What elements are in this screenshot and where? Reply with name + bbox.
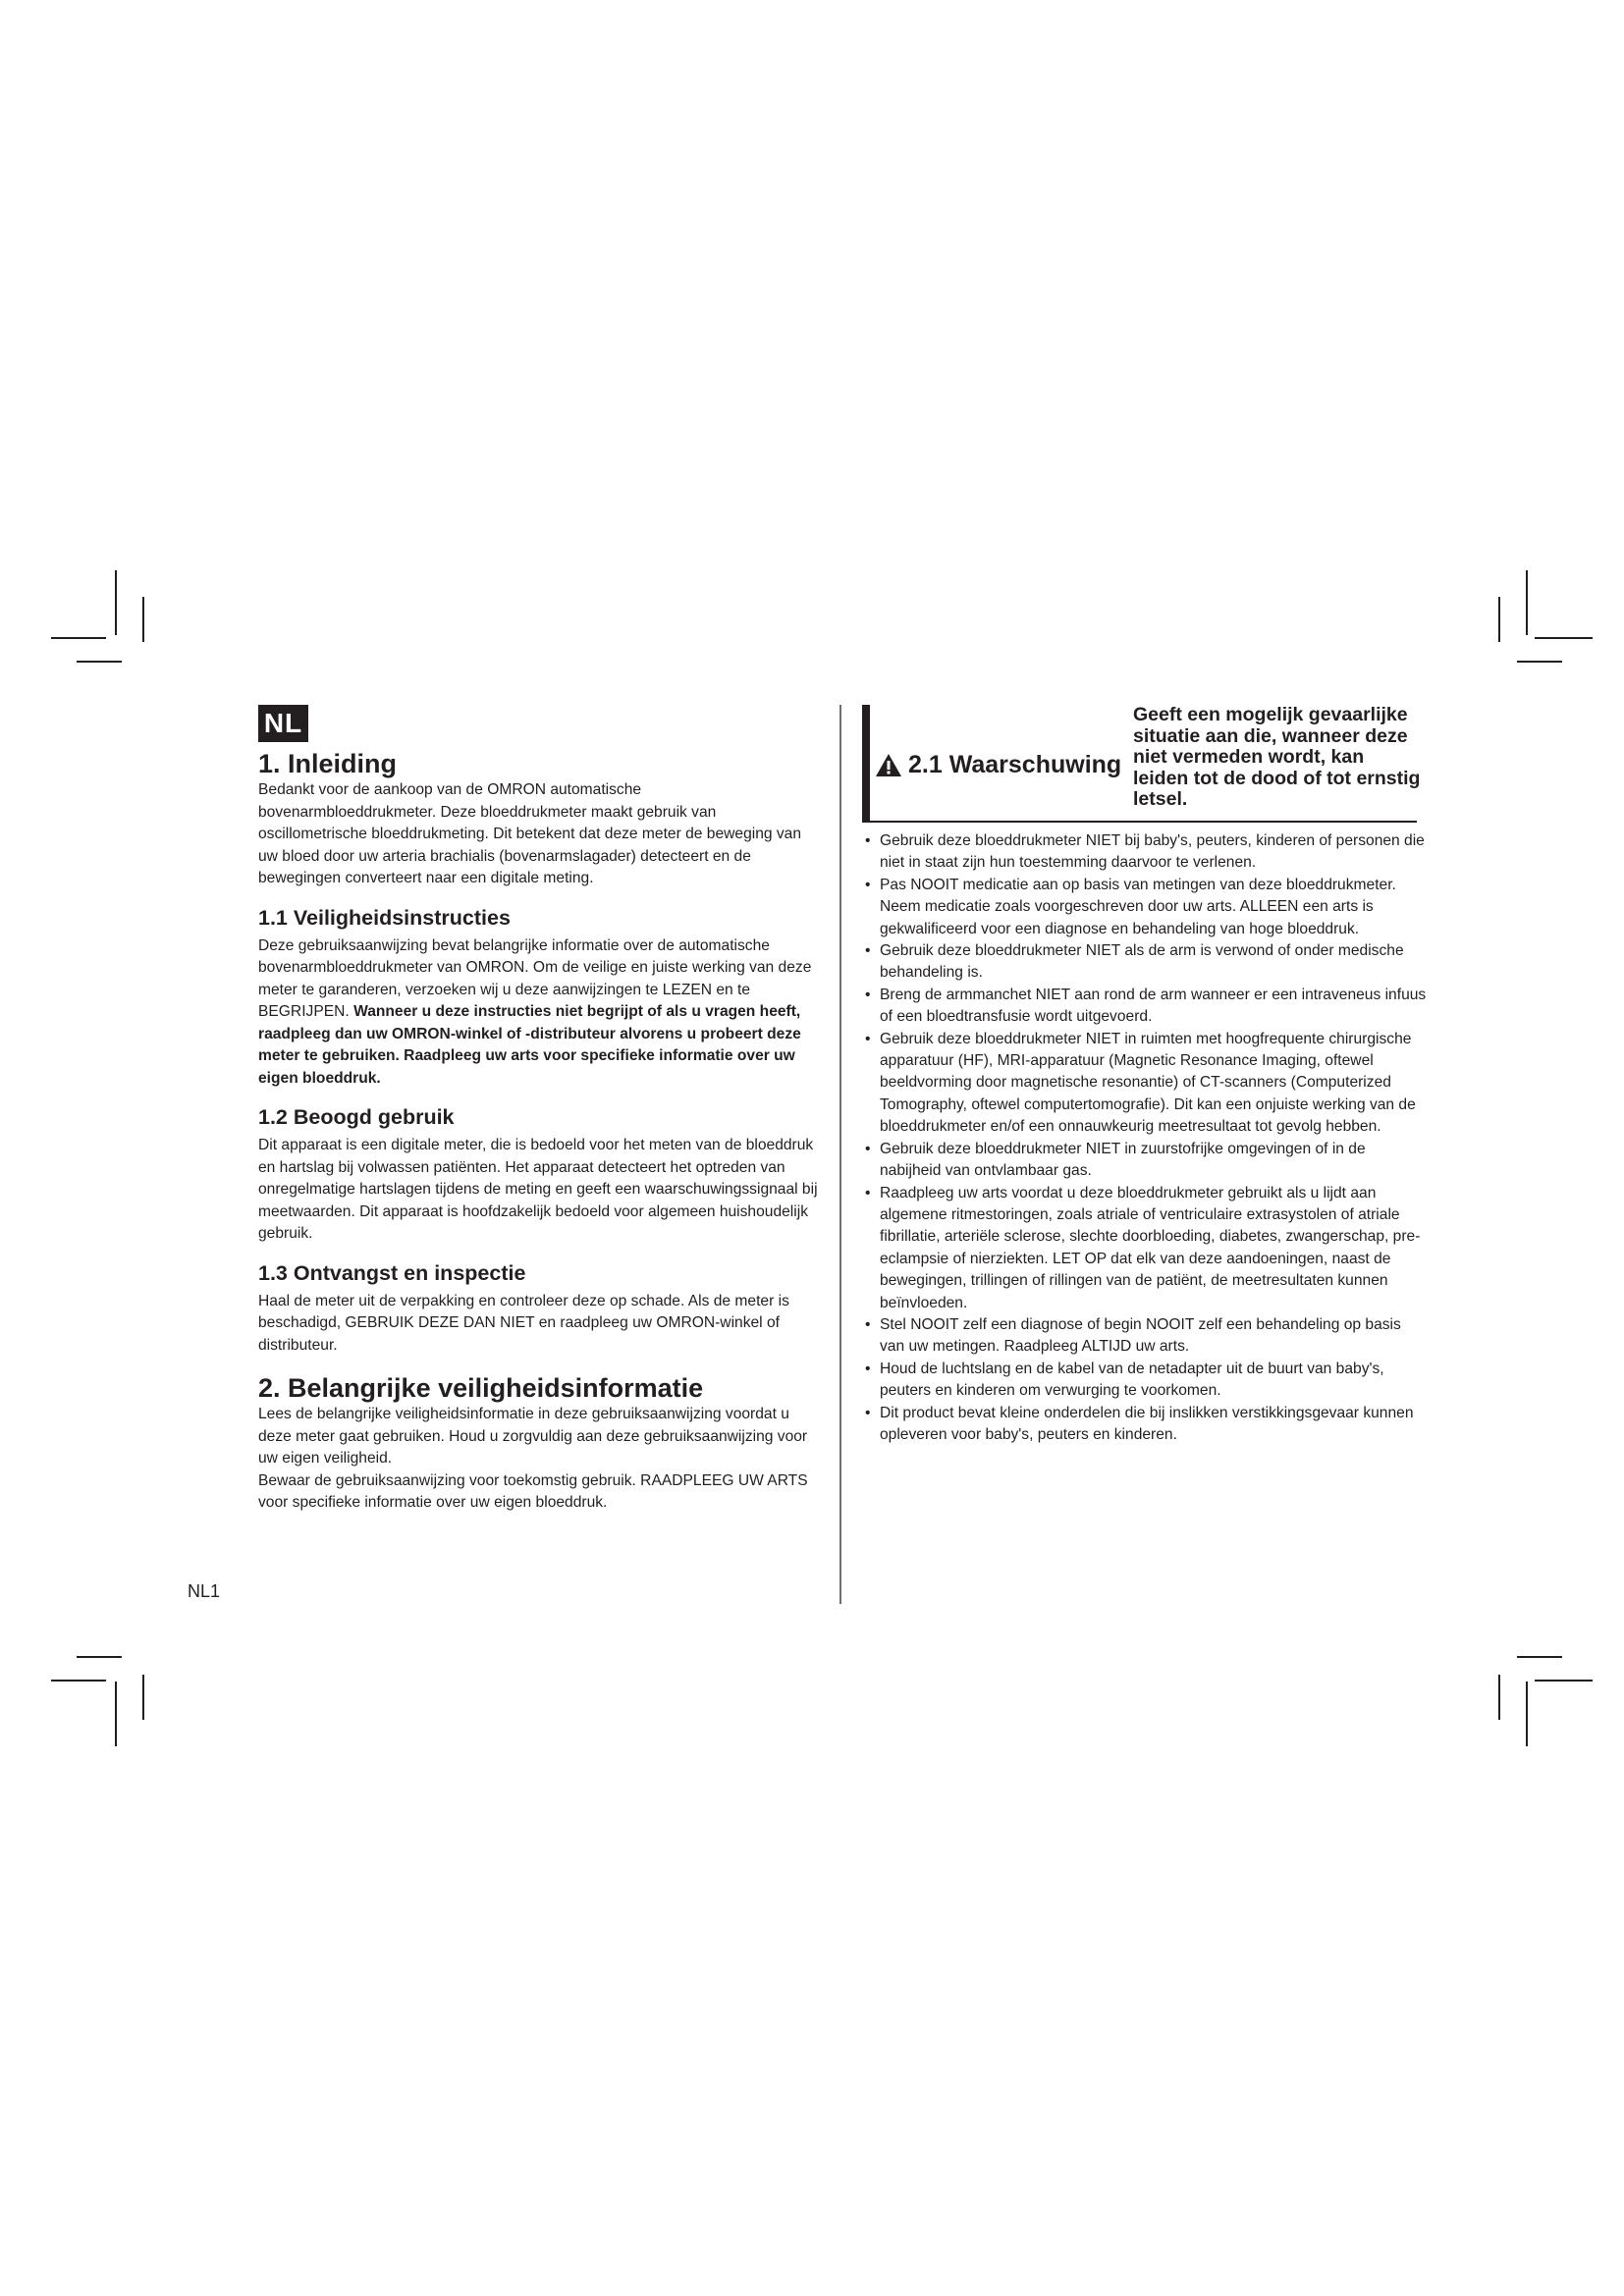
- language-badge: NL: [258, 705, 308, 742]
- crop-mark: [1535, 1680, 1593, 1682]
- safety-instructions-text: Deze gebruiksaanwijzing bevat belangrijke informatie over de automatische bovenarmbloeddrukmeter van OMRON. Om de veilige en juiste werking van deze meter te garanderen, verzoeken wij u deze aanwijzingen te LEZEN en te BEGRIJPEN.: [258, 936, 812, 1020]
- crop-mark: [77, 661, 122, 663]
- left-column: [258, 748, 823, 1515]
- section-body-safety-instructions: [258, 935, 823, 1091]
- list-item: • Dit product bevat kleine onderdelen die bij inslikken verstikkingsgevaar kunnen opleveren voor baby's, peuters en kinderen.: [862, 1403, 1427, 1447]
- crop-mark: [1517, 1656, 1562, 1658]
- section-title-important-safety: 2. Belangrijke veiligheidsinformatie: [258, 1373, 704, 1403]
- section-title-intended-use: 1.2 Beoogd gebruik: [258, 1105, 455, 1129]
- list-item: • Houd de luchtslang en de kabel van de netadapter uit de buurt van baby's, peuters en kinderen om verwurging te voorkomen.: [862, 1359, 1427, 1403]
- warning-description: Geeft een mogelijk gevaarlijke situatie aan die, wanneer deze niet vermeden wordt, kan leiden tot de dood of tot ernstig letsel.: [1133, 704, 1421, 810]
- crop-mark: [1535, 637, 1593, 639]
- crop-mark: [1517, 661, 1562, 663]
- page-number: NL1: [188, 1581, 221, 1601]
- section-title-intro: 1. Inleiding: [258, 749, 398, 778]
- column-divider: [839, 705, 841, 1604]
- warning-header: [862, 704, 1421, 823]
- safety-instructions-bold-text: Wanneer u deze instructies niet begrijpt of als u vragen heeft, raadpleeg dan uw OMRON-winkel of -distributeur alvorens u probeert deze meter te gebruiken. Raadpleeg uw arts voor specifieke informatie over uw eigen bloeddruk.: [258, 1003, 801, 1087]
- warning-title-text: 2.1 Waarschuwing: [908, 750, 1122, 778]
- crop-mark: [51, 637, 106, 639]
- list-item: • Gebruik deze bloeddrukmeter NIET in ruimten met hoogfrequente chirurgische apparatuur (HF), MRI-apparatuur (Magnetic Resonance Imaging, oftewel beeldvorming door magnetische resonantie) of CT-scanners (Computerized Tomography, oftewel computertomografie). Dit kan een onjuiste werking van de bloeddrukmeter en/of een onnauwkeurig meetresultaat tot gevolg hebben.: [862, 1029, 1427, 1139]
- crop-mark: [1498, 1675, 1500, 1720]
- crop-mark: [77, 1656, 122, 1658]
- warning-list: [862, 830, 1427, 1446]
- section-body-intended-use: Dit apparaat is een digitale meter, die is bedoeld voor het meten van de bloeddruk en hartslag bij volwassen patiënten. Het apparaat detecteert het optreden van onregelmatige hartslagen tijdens de meting en geeft een waarschuwingssignaal bij meetwaarden. Dit apparaat is hoofdzakelijk bedoeld voor algemeen huishoudelijk gebruik.: [258, 1137, 818, 1242]
- crop-mark: [142, 597, 144, 642]
- crop-mark: [115, 570, 117, 635]
- section-body-important-safety-2: Bewaar de gebruiksaanwijzing voor toekomstig gebruik. RAADPLEEG UW ARTS voor specifieke informatie over uw eigen bloeddruk.: [258, 1471, 808, 1511]
- list-item: • Stel NOOIT zelf een diagnose of begin NOOIT zelf een behandeling op basis van uw metingen. Raadpleeg ALTIJD uw arts.: [862, 1314, 1427, 1359]
- section-title-receipt-inspection: 1.3 Ontvangst en inspectie: [258, 1260, 526, 1285]
- section-body-receipt-inspection: Haal de meter uit de verpakking en controleer deze op schade. Als de meter is beschadigd, GEBRUIK DEZE DAN NIET en raadpleeg uw OMRON-winkel of distributeur.: [258, 1292, 789, 1354]
- list-item: • Raadpleeg uw arts voordat u deze bloeddrukmeter gebruikt als u lijdt aan algemene ritmestoringen, zoals atriale of ventriculaire extrasystolen of atriale fibrillatie, arteriële sclerose, slechte doorbloeding, diabetes, zwangerschap, pre-eclampsie of nierziekten. LET OP dat elk van deze aandoeningen, naast de bewegingen, trillingen of rillingen van de patiënt, de meetresultaten kunnen beïnvloeden.: [862, 1183, 1427, 1314]
- section-body-important-safety-1: Lees de belangrijke veiligheidsinformatie in deze gebruiksaanwijzing voordat u deze meter gaat gebruiken. Houd u zorgvuldig aan deze gebruiksaanwijzing voor uw eigen veiligheid.: [258, 1406, 808, 1467]
- crop-mark: [115, 1682, 117, 1746]
- warning-triangle-icon: [876, 754, 908, 776]
- section-title-safety-instructions: 1.1 Veiligheidsinstructies: [258, 905, 511, 930]
- crop-mark: [1498, 597, 1500, 642]
- list-item: • Pas NOOIT medicatie aan op basis van metingen van deze bloeddrukmeter. Neem medicatie zoals voorgeschreven door uw arts. ALLEEN een arts is gekwalificeerd voor een diagnose en behandeling van hoge bloeddruk.: [862, 875, 1427, 940]
- crop-mark: [51, 1680, 106, 1682]
- warning-bar: [862, 705, 870, 823]
- crop-mark: [1526, 1682, 1528, 1746]
- list-item: • Breng de armmanchet NIET aan rond de arm wanneer er een intraveneus infuus of een bloedtransfusie wordt uitgevoerd.: [862, 985, 1427, 1029]
- warning-rule: [870, 821, 1417, 823]
- section-body-intro: Bedankt voor de aankoop van de OMRON automatische bovenarmbloeddrukmeter. Deze bloeddrukmeter maakt gebruik van oscillometrische bloeddrukmeting. Dit betekent dat deze meter de beweging van uw bloed door uw arteria brachialis (bovenarmslagader) detecteert en de bewegingen converteert naar een digitale meting.: [258, 781, 802, 886]
- crop-mark: [1526, 570, 1528, 635]
- crop-mark: [142, 1675, 144, 1720]
- list-item: • Gebruik deze bloeddrukmeter NIET als de arm is verwond of onder medische behandeling is.: [862, 940, 1427, 985]
- list-item: • Gebruik deze bloeddrukmeter NIET in zuurstofrijke omgevingen of in de nabijheid van ontvlambaar gas.: [862, 1139, 1427, 1183]
- list-item: • Gebruik deze bloeddrukmeter NIET bij baby's, peuters, kinderen of personen die niet in staat zijn hun toestemming daarvoor te verlenen.: [862, 830, 1427, 875]
